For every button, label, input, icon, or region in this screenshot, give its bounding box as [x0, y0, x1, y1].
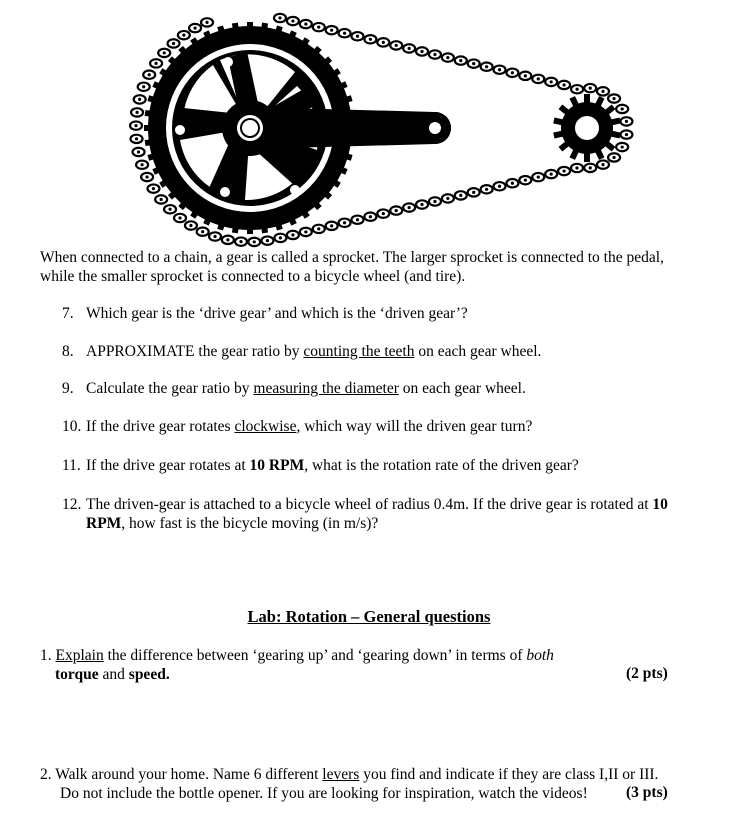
question-text: APPROXIMATE the gear ratio by [86, 343, 304, 360]
question-text: Which gear is the ‘drive gear’ and which is the ‘driven gear’? [86, 305, 468, 322]
question-number: 8. [62, 343, 74, 360]
underlined-text: clockwise [234, 418, 297, 435]
bold-text: 10 RPM [249, 457, 305, 474]
question-11 [62, 456, 706, 475]
bold-text: torque [55, 666, 99, 683]
question-7 [62, 304, 706, 323]
points-label: (2 pts) [626, 665, 668, 682]
question-number: 12. [62, 496, 82, 513]
question-number: 10. [62, 418, 82, 435]
general-question-1 [40, 646, 554, 684]
underlined-text: counting the teeth [303, 343, 415, 360]
question-text: Walk around your home. Name 6 different [55, 766, 323, 783]
driven-sprocket [553, 94, 621, 162]
underlined-text: measuring the diameter [253, 380, 399, 397]
question-text: on each gear wheel. [414, 343, 542, 360]
drive-sprocket [144, 22, 451, 234]
question-number: 7. [62, 305, 74, 322]
question-text: Calculate the gear ratio by [86, 380, 254, 397]
question-12 [62, 495, 706, 533]
question-text: , which way will the driven gear turn? [296, 418, 533, 435]
question-text: and [98, 666, 129, 683]
question-text: If the drive gear rotates at [86, 457, 250, 474]
general-question-2 [40, 765, 658, 803]
underlined-text: Explain [55, 647, 104, 664]
question-9 [62, 379, 706, 398]
intro-line-2: while the smaller sprocket is connected to a bicycle wheel (and tire). [40, 268, 466, 285]
question-number: 1. [40, 647, 52, 664]
intro-line-1: When connected to a chain, a gear is called a sprocket. The larger sprocket is connected to the pedal, [40, 249, 664, 266]
bicycle-gear-figure [125, 0, 645, 250]
points-label: (3 pts) [626, 784, 668, 801]
bold-text: speed. [128, 666, 170, 683]
question-number: 9. [62, 380, 74, 397]
bold-text: 10 [652, 496, 668, 513]
question-text: The driven-gear is attached to a bicycle wheel of radius 0.4m. If the drive gear is rotated at [86, 496, 653, 513]
underlined-text: levers [322, 766, 360, 783]
question-8 [62, 342, 706, 361]
question-10 [62, 417, 706, 436]
question-text: you find and indicate if they are class I,II or III. [359, 766, 659, 783]
question-text: , what is the rotation rate of the driven gear? [304, 457, 579, 474]
intro-paragraph [40, 248, 720, 286]
section-title: Lab: Rotation – General questions [247, 607, 491, 626]
question-text: Do not include the bottle opener. If you are looking for inspiration, watch the videos! [60, 785, 588, 802]
question-text: , how fast is the bicycle moving (in m/s)? [121, 515, 379, 532]
question-text: If the drive gear rotates [86, 418, 235, 435]
question-number: 11. [62, 457, 81, 474]
bold-text: RPM [86, 515, 122, 532]
question-text: the difference between ‘gearing up’ and ‘gearing down’ in terms of [103, 647, 527, 664]
question-text: on each gear wheel. [398, 380, 526, 397]
question-number: 2. [40, 766, 52, 783]
italic-text: both [526, 647, 554, 664]
